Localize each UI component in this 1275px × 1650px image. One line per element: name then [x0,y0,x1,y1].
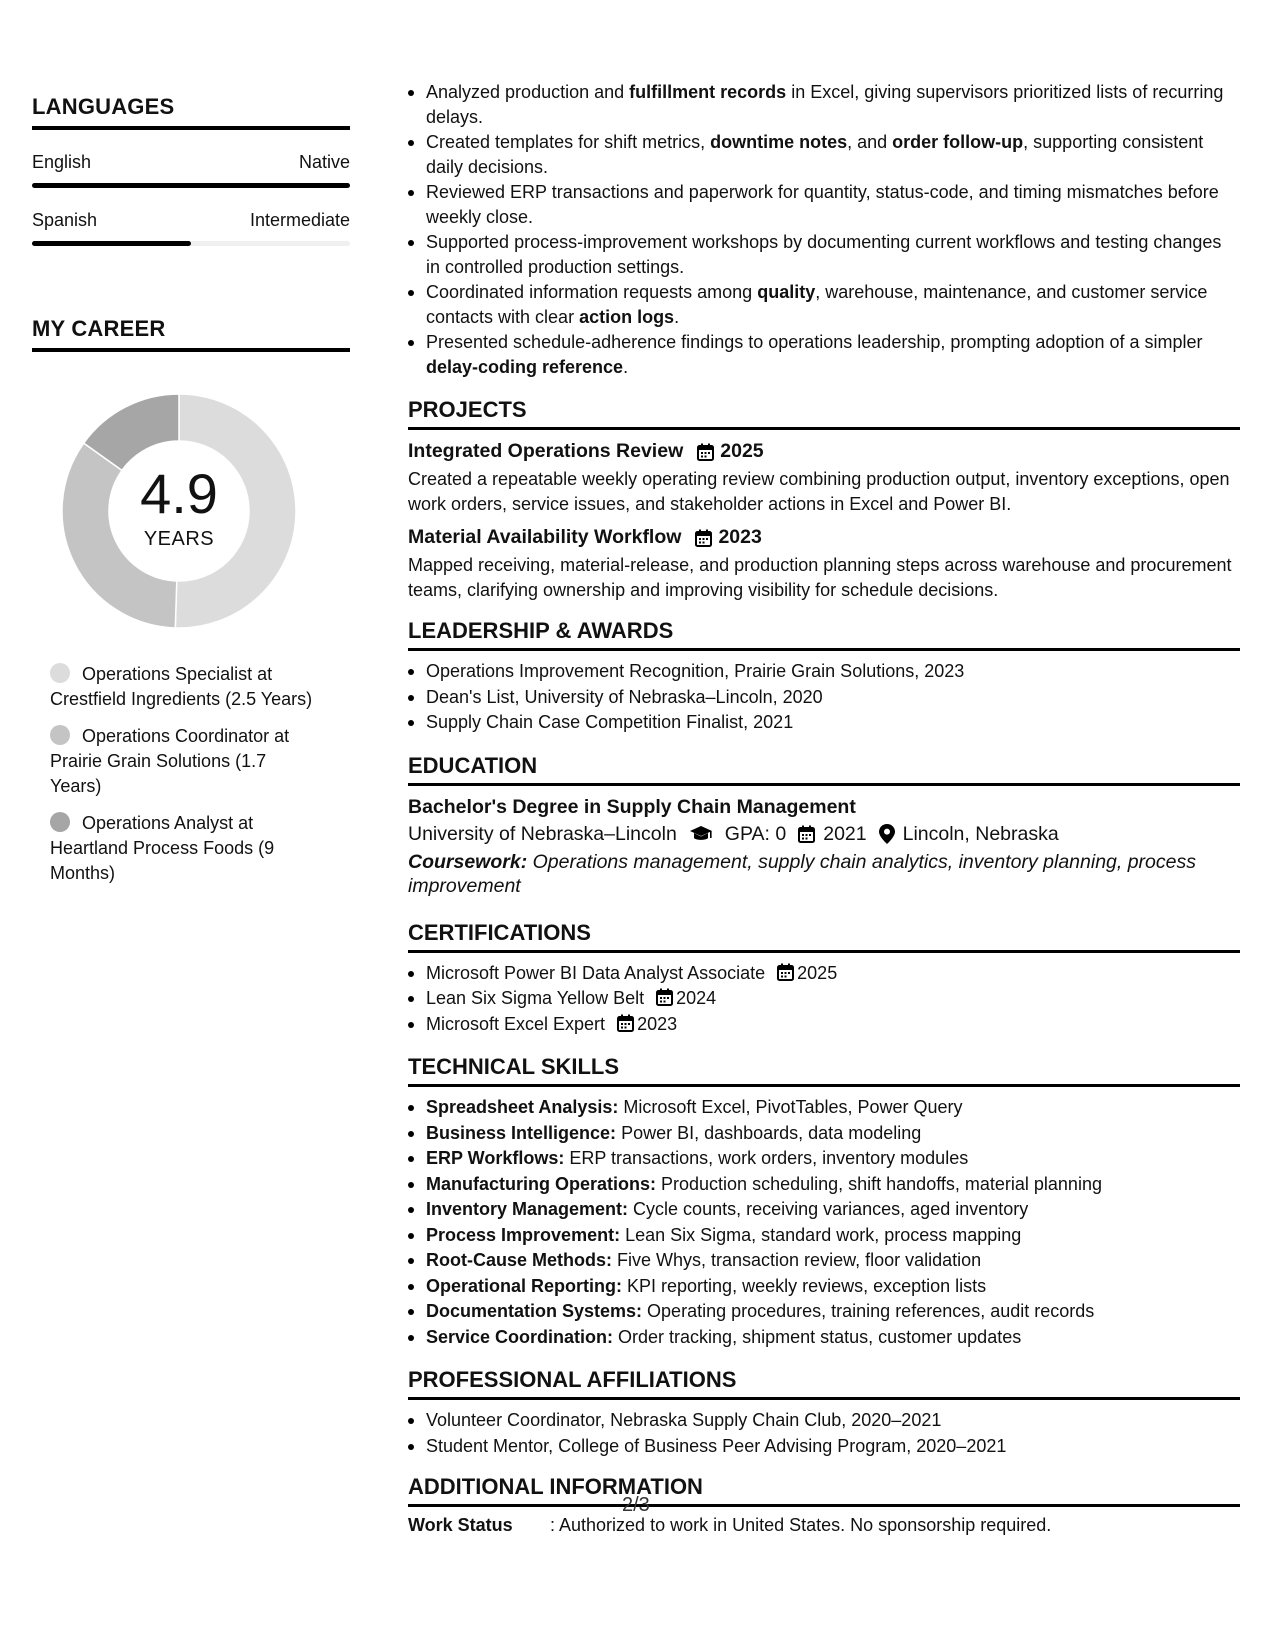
skill-value: Lean Six Sigma, standard work, process mapping [620,1224,1022,1245]
affiliations-heading: PROFESSIONAL AFFILIATIONS [408,1367,1240,1400]
calendar-icon [695,529,712,547]
bullet-text: Analyzed production and [426,82,630,102]
certification-name: Lean Six Sigma Yellow Belt [426,988,645,1008]
skill-item [408,1274,1240,1299]
experience-bullet [408,80,1240,129]
left-column [32,94,350,898]
projects-list [408,440,1240,602]
additional-heading: ADDITIONAL INFORMATION [408,1474,1240,1507]
bullet-text: Presented schedule-adherence findings to operations leadership, prompting adoption of a simpler [426,332,1203,352]
skill-item [408,1248,1240,1273]
certification-item [408,961,1240,986]
location-pin-icon [879,824,895,844]
bullet-text: , and [847,132,893,152]
career-donut-chart [54,386,304,636]
skill-label: Documentation Systems: [426,1301,643,1321]
bullet-text: , warehouse, maintenance, and customer service contacts with clear [426,282,1208,327]
skill-item [408,1299,1240,1324]
language-name: Spanish [32,210,98,230]
bullet-text: , supporting consistent daily decisions. [426,132,1204,177]
leadership-list [408,659,1240,735]
list-item: Operations Improvement Recognition, Prairie Grain Solutions, 2023 [408,659,1240,684]
skill-item [408,1121,1240,1146]
career-total-unit: YEARS [143,527,215,550]
skill-item [408,1095,1240,1120]
certification-year: 2025 [797,962,838,983]
experience-bullet [408,180,1240,229]
calendar-icon [656,988,673,1006]
project-description: Mapped receiving, material-release, and production planning steps across warehouse and procurement teams, clarifying ownership and improving visibility for schedule decisions. [408,555,1232,600]
legend-dot [50,725,70,745]
skill-item [408,1197,1240,1222]
certification-name: Microsoft Power BI Data Analyst Associate [426,962,766,983]
project-header [408,526,1240,549]
education-gpa: GPA: 0 [724,822,787,845]
skill-item [408,1223,1240,1248]
work-status-label: Work Status [408,1515,513,1535]
skill-item [408,1172,1240,1197]
skill-label: Root-Cause Methods: [426,1250,612,1270]
certification-name: Microsoft Excel Expert [426,1013,606,1034]
legend-dot [50,663,70,683]
skill-value: Production scheduling, shift handoffs, material planning [656,1173,1102,1194]
language-proficiency-fill [32,183,350,188]
skill-value: Five Whys, transaction review, floor validation [612,1250,982,1270]
career-legend [50,662,320,886]
calendar-icon [617,1014,634,1032]
bullet-text: Created templates for shift metrics, [426,132,711,152]
bullet-highlight: action logs [579,306,675,327]
bullet-highlight: fulfillment records [629,82,787,102]
calendar-icon [777,963,794,981]
languages-heading: LANGUAGES [32,94,350,130]
list-item: Volunteer Coordinator, Nebraska Supply Chain Club, 2020–2021 [408,1408,1240,1433]
project-name: Integrated Operations Review [408,440,684,462]
language-row [32,210,350,231]
skill-value: Operating procedures, training references, audit records [642,1301,1095,1321]
skills-heading: TECHNICAL SKILLS [408,1054,1240,1087]
certifications-heading: CERTIFICATIONS [408,920,1240,953]
language-proficiency-bar [32,241,350,246]
certification-year: 2023 [637,1013,678,1034]
projects-heading: PROJECTS [408,397,1240,430]
experience-bullet [408,130,1240,179]
affiliations-list [408,1408,1240,1458]
experience-bullet [408,280,1240,329]
language-row [32,152,350,173]
career-legend-item [50,724,320,799]
list-item: Supply Chain Case Competition Finalist, 2021 [408,710,1240,735]
education-coursework [408,850,1240,898]
calendar-icon [798,825,815,843]
career-total-value: 4.9 [140,461,218,525]
project-year: 2025 [720,440,764,462]
calendar-icon [697,443,714,461]
bullet-highlight: order follow-up [892,132,1024,152]
legend-label: Operations Coordinator at Prairie Grain Solutions (1.7 Years) [50,726,290,796]
bullet-text: Supported process-improvement workshops by documenting current workflows and testing changes in controlled production settings. [426,232,1222,277]
language-level: Intermediate [249,210,350,230]
skill-label: Business Intelligence: [426,1122,617,1143]
skill-label: Spreadsheet Analysis: [426,1097,619,1117]
legend-label: Operations Specialist at Crestfield Ingredients (2.5 Years) [50,664,313,709]
certification-item [408,986,1240,1011]
right-column [408,80,1240,1536]
experience-bullet [408,230,1240,279]
language-level: Native [298,152,350,172]
career-legend-item [50,662,320,712]
language-proficiency-bar [32,183,350,188]
graduation-cap-icon [689,825,713,843]
education-details [408,823,1240,846]
legend-label: Operations Analyst at Heartland Process Foods (9 Months) [50,813,275,883]
languages-list [32,152,350,246]
work-status-row [408,1515,1240,1536]
work-status-value: : Authorized to work in United States. No sponsorship required. [550,1515,1052,1535]
coursework-text: Operations management, supply chain analytics, inventory planning, process improvement [408,850,1196,897]
bullet-text: . [674,306,680,327]
career-heading: MY CAREER [32,316,350,352]
certifications-list [408,961,1240,1037]
legend-dot [50,812,70,832]
skill-label: Operational Reporting: [426,1275,623,1296]
project-description: Created a repeatable weekly operating review combining production output, inventory exceptions, open work orders, service issues, and stakeholder actions in Excel and Power BI. [408,469,1230,514]
certification-item [408,1012,1240,1037]
bullet-text: Coordinated information requests among [426,282,758,302]
experience-bullets [408,80,1240,379]
skill-value: ERP transactions, work orders, inventory modules [564,1148,969,1168]
bullet-text: Reviewed ERP transactions and paperwork for quantity, status-code, and timing mismatches before weekly close. [426,182,1219,227]
project-item [408,526,1240,602]
project-year: 2023 [718,526,762,548]
skill-label: Manufacturing Operations: [426,1173,657,1194]
career-legend-item [50,811,320,886]
leadership-heading: LEADERSHIP & AWARDS [408,618,1240,651]
bullet-text: in Excel, giving supervisors prioritized lists of recurring delays. [426,82,1224,127]
skill-value: Cycle counts, receiving variances, aged inventory [628,1199,1029,1219]
education-school: University of Nebraska–Lincoln [408,822,677,845]
skill-value: KPI reporting, weekly reviews, exception lists [622,1275,987,1296]
language-name: English [32,152,92,172]
bullet-highlight: downtime notes [710,132,848,152]
bullet-text: . [623,356,629,377]
skill-value: Order tracking, shipment status, customer updates [613,1326,1022,1347]
skill-value: Microsoft Excel, PivotTables, Power Query [618,1097,963,1117]
education-degree: Bachelor's Degree in Supply Chain Management [408,795,856,818]
bullet-highlight: quality [757,282,816,302]
skill-item [408,1146,1240,1171]
education-heading: EDUCATION [408,753,1240,786]
project-item [408,440,1240,516]
donut-center [54,386,304,636]
skill-label: Inventory Management: [426,1199,629,1219]
project-name: Material Availability Workflow [408,526,682,548]
page-number: 2/3 [622,1494,650,1516]
experience-bullet [408,330,1240,379]
skills-list [408,1095,1240,1349]
education-year: 2021 [823,822,867,845]
certification-year: 2024 [676,988,717,1008]
coursework-label: Coursework: [408,850,528,873]
skill-item [408,1325,1240,1350]
list-item: Student Mentor, College of Business Peer Advising Program, 2020–2021 [408,1434,1240,1459]
bullet-highlight: delay-coding reference [426,356,624,377]
skill-label: Process Improvement: [426,1224,621,1245]
project-header [408,440,1240,463]
skill-value: Power BI, dashboards, data modeling [616,1122,922,1143]
education-location: Lincoln, Nebraska [902,822,1059,845]
list-item: Dean's List, University of Nebraska–Lincoln, 2020 [408,685,1240,710]
skill-label: ERP Workflows: [426,1148,565,1168]
language-proficiency-fill [32,241,191,246]
skill-label: Service Coordination: [426,1326,614,1347]
